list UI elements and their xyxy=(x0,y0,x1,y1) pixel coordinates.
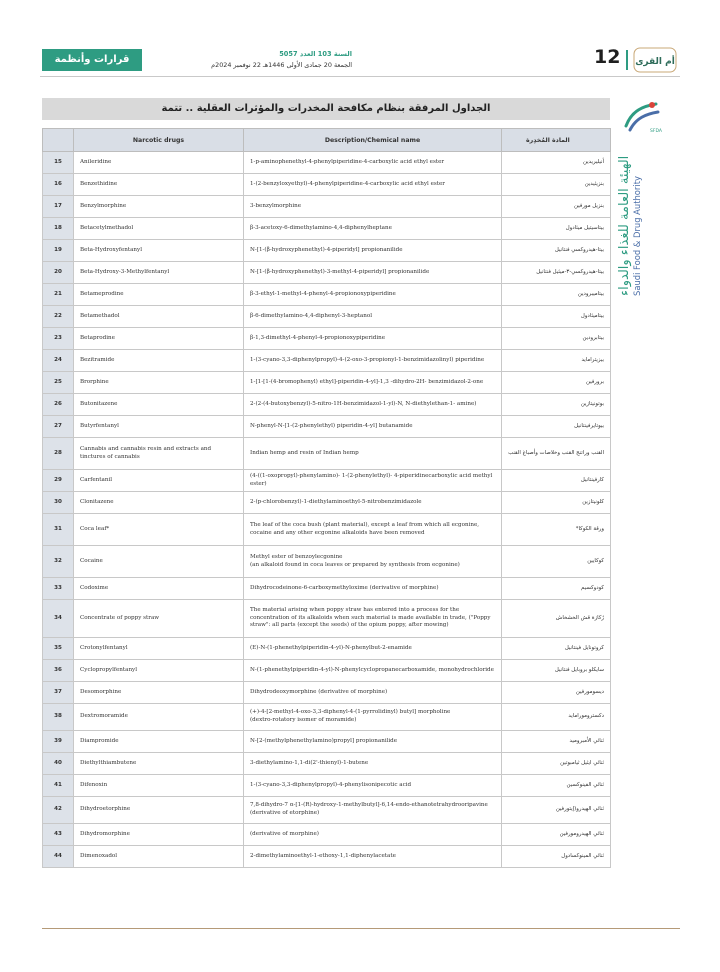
table-row xyxy=(43,775,611,797)
table-row xyxy=(43,416,611,438)
drug-description: 1-p-aminophenethyl-4-phenylpiperidine-4-carboxylic acid ethyl ester xyxy=(244,152,502,174)
row-number: 23 xyxy=(43,328,74,350)
row-number: 33 xyxy=(43,578,74,600)
header-separator xyxy=(626,50,628,70)
drug-name: Butonitazene xyxy=(74,394,244,416)
drug-arabic-name: كودوكسيم xyxy=(502,578,611,600)
row-number: 20 xyxy=(43,262,74,284)
drug-arabic-name: بيوتايرفينتانيل xyxy=(502,416,611,438)
drug-arabic-name: ثنائي الهيدرو(إيتورفين xyxy=(502,797,611,824)
drug-arabic-name: رُكازة قش الخشخاش xyxy=(502,600,611,638)
row-number: 19 xyxy=(43,240,74,262)
drug-arabic-name: ثنائي الفينوكسين xyxy=(502,775,611,797)
drug-name: Anileridine xyxy=(74,152,244,174)
drug-description: Methyl ester of benzoylecgonine (an alkaloid found in coca leaves or prepared by synthesis from ecgonine) xyxy=(244,546,502,578)
row-number: 34 xyxy=(43,600,74,638)
drug-description: 3-benzylmorphine xyxy=(244,196,502,218)
drug-description: N-phenyl-N-[1-(2-phenylethyl) piperidin-4-yl] butanamide xyxy=(244,416,502,438)
table-row xyxy=(43,394,611,416)
drug-arabic-name: بيتابرودين xyxy=(502,328,611,350)
drug-name: Beta-Hydroxyfentanyl xyxy=(74,240,244,262)
date-line: الجمعة 20 جمادى الأولى 1446هـ 22 نوفمبر 2024م xyxy=(211,61,352,69)
row-number: 29 xyxy=(43,470,74,492)
row-number: 21 xyxy=(43,284,74,306)
drug-name: Betaprodine xyxy=(74,328,244,350)
table-row xyxy=(43,174,611,196)
newspaper-logo xyxy=(633,47,677,73)
drug-name: Benzylmorphine xyxy=(74,196,244,218)
drug-arabic-name: بيتا-هيدروكسي فنتانيل xyxy=(502,240,611,262)
drug-name: Dihydroetorphine xyxy=(74,797,244,824)
drug-description: β-1,3-dimethyl-4-phenyl-4-propionoxypiperidine xyxy=(244,328,502,350)
drug-description: β-6-dimethylamino-4,4-diphenyl-3-heptanol xyxy=(244,306,502,328)
drug-arabic-name: ديسومورفين xyxy=(502,682,611,704)
drug-name: Codoxime xyxy=(74,578,244,600)
drug-name: Brorphine xyxy=(74,372,244,394)
row-number: 40 xyxy=(43,753,74,775)
drug-description: (derivative of morphine) xyxy=(244,824,502,846)
drug-name: Cannabis and cannabis resin and extracts and tinctures of cannabis xyxy=(74,438,244,470)
drug-description: N-[1-(β-hydroxyphenethyl)-3-methyl-4-piperidyl] propionanilide xyxy=(244,262,502,284)
narcotics-table xyxy=(42,128,611,868)
drug-name: Coca leaf* xyxy=(74,514,244,546)
drug-name: Betameprodine xyxy=(74,284,244,306)
drug-description: 1-(3-cyano-3,3-diphenylpropyl)-4-(2-oxo-3-propionyl-1-benzimidazolinyl) piperidine xyxy=(244,350,502,372)
table-row xyxy=(43,218,611,240)
row-number: 44 xyxy=(43,846,74,868)
table-row xyxy=(43,470,611,492)
table-row xyxy=(43,824,611,846)
row-number: 18 xyxy=(43,218,74,240)
drug-arabic-name: بنزيثيدين xyxy=(502,174,611,196)
drug-arabic-name: ورقة الكوكا* xyxy=(502,514,611,546)
drug-arabic-name: كروتونايل فينتانيل xyxy=(502,638,611,660)
drug-arabic-name: دكسترومورامايد xyxy=(502,704,611,731)
drug-arabic-name: ثنائي المينوكسادول xyxy=(502,846,611,868)
drug-arabic-name: بنزيل مورفين xyxy=(502,196,611,218)
drug-arabic-name: بوتونيتازين xyxy=(502,394,611,416)
drug-name: Diampromide xyxy=(74,731,244,753)
row-number: 27 xyxy=(43,416,74,438)
section-badge: قرارات وأنظمة xyxy=(42,49,142,71)
drug-description: N-[2-(methylphenethylamino)propyl] propionanilide xyxy=(244,731,502,753)
sfda-logo xyxy=(617,100,690,296)
row-number: 39 xyxy=(43,731,74,753)
drug-description: (E)-N-(1-phenethylpiperidin-4-yl)-N-phenylbut-2-enamide xyxy=(244,638,502,660)
drug-name: Carfentanil xyxy=(74,470,244,492)
row-number: 28 xyxy=(43,438,74,470)
table-row xyxy=(43,306,611,328)
drug-description: N-(1-phenethylpiperidin-4-yl)-N-phenylcyclopropanecarboxamide, monohydrochloride xyxy=(244,660,502,682)
drug-name: Betamethadol xyxy=(74,306,244,328)
drug-description: (+)-4-[2-methyl-4-oxo-3,3-diphenyl-4-(1-pyrrolidinyl) butyl] morpholine (dextro-rotatory isomer of moramide) xyxy=(244,704,502,731)
drug-name: Dextromoramide xyxy=(74,704,244,731)
table-row xyxy=(43,846,611,868)
drug-description: 7,8-dihydro-7 α-[1-(R)-hydroxy-1-methylbutyl]-6,14-endo-ethanotetrahydrooripavine (derivative of etorphine) xyxy=(244,797,502,824)
table-row xyxy=(43,284,611,306)
footer-rule xyxy=(42,928,680,929)
drug-name: Dihydromorphine xyxy=(74,824,244,846)
row-number: 35 xyxy=(43,638,74,660)
table-row xyxy=(43,328,611,350)
sfda-abbrev: SFDA xyxy=(650,129,662,134)
newspaper-logo-text: أم القرى xyxy=(635,57,675,67)
drug-name: Desomorphine xyxy=(74,682,244,704)
drug-arabic-name: ثنائي الهيدرومورفين xyxy=(502,824,611,846)
drug-arabic-name: بيتاميثادول xyxy=(502,306,611,328)
table-row xyxy=(43,438,611,470)
drug-name: Bezitramide xyxy=(74,350,244,372)
page-number: 12 xyxy=(594,46,621,68)
table-row xyxy=(43,660,611,682)
row-number: 32 xyxy=(43,546,74,578)
authority-arabic-name: الهيئة العامة للغذاء والدواء xyxy=(617,155,632,296)
table-row xyxy=(43,514,611,546)
drug-description: 2-(2-(4-butoxybenzyl)-5-nitro-1H-benzimidazol-1-yl)-N, N-diethylethan-1- amine) xyxy=(244,394,502,416)
drug-name: Betacetylmethadol xyxy=(74,218,244,240)
table-row xyxy=(43,731,611,753)
drug-description: β-3-ethyl-1-methyl-4-phenyl-4-propionoxypiperidine xyxy=(244,284,502,306)
page-title: الجداول المرفقة بنظام مكافحة المخدرات والمؤثرات العقلية .. تتمة xyxy=(42,98,610,120)
drug-description: (4-((1-oxopropyl)-phenylamino)- 1-(2-phenylethyl)- 4-piperidinecarboxylic acid methyl ester) xyxy=(244,470,502,492)
row-number: 38 xyxy=(43,704,74,731)
drug-name: Diethylthiambutene xyxy=(74,753,244,775)
drug-name: Benzethidine xyxy=(74,174,244,196)
drug-arabic-name: بيتاميبرودين xyxy=(502,284,611,306)
row-number: 41 xyxy=(43,775,74,797)
row-number: 24 xyxy=(43,350,74,372)
table-row xyxy=(43,350,611,372)
table-header-row xyxy=(43,129,611,152)
header-drug: Narcotic drugs xyxy=(74,129,244,152)
drug-description: Dihydrocodeinone-6-carboxymethyloxime (derivative of morphine) xyxy=(244,578,502,600)
row-number: 17 xyxy=(43,196,74,218)
drug-name: Crotonylfentanyl xyxy=(74,638,244,660)
drug-description: β-3-acetoxy-6-dimethylamino-4,4-diphenylheptane xyxy=(244,218,502,240)
drug-description: Dihydrodeoxymorphine (derivative of morphine) xyxy=(244,682,502,704)
drug-arabic-name: بيتا-هيدروكسي-٣-ميثيل فنتانيل xyxy=(502,262,611,284)
row-number: 42 xyxy=(43,797,74,824)
header-number xyxy=(43,129,74,152)
issue-line: السنة 103 العدد 5057 xyxy=(279,50,352,58)
drug-name: Difenoxin xyxy=(74,775,244,797)
row-number: 26 xyxy=(43,394,74,416)
row-number: 16 xyxy=(43,174,74,196)
authority-name-vertical xyxy=(614,140,644,300)
table-row xyxy=(43,196,611,218)
table-row xyxy=(43,262,611,284)
drug-name: Clonitazene xyxy=(74,492,244,514)
drug-arabic-name: كارفينتانيل xyxy=(502,470,611,492)
table-row xyxy=(43,638,611,660)
table-row xyxy=(43,152,611,174)
table-row xyxy=(43,240,611,262)
row-number: 15 xyxy=(43,152,74,174)
drug-description: 3-diethylamino-1,1-di(2'-thienyl)-1-butene xyxy=(244,753,502,775)
drug-arabic-name: ثنائي الأمبروميد xyxy=(502,731,611,753)
table-row xyxy=(43,797,611,824)
row-number: 30 xyxy=(43,492,74,514)
drug-arabic-name: بيتاسيتيل ميثادول xyxy=(502,218,611,240)
header-description: Description/Chemical name xyxy=(244,129,502,152)
drug-arabic-name: ثنائي ايثيل ثيامبوتين xyxy=(502,753,611,775)
table-row xyxy=(43,546,611,578)
table-row xyxy=(43,600,611,638)
drug-name: Butyrfentanyl xyxy=(74,416,244,438)
drug-name: Dimenoxadol xyxy=(74,846,244,868)
table-row xyxy=(43,682,611,704)
header-rule xyxy=(40,76,680,77)
drug-description: 2-dimethylaminoethyl-1-ethoxy-1,1-diphenylacetate xyxy=(244,846,502,868)
table-row xyxy=(43,372,611,394)
row-number: 25 xyxy=(43,372,74,394)
drug-description: The material arising when poppy straw has entered into a process for the concentration of its alkaloids when such material is made available in trade, ("Poppy straw": all parts (except the seeds) of the opium poppy, after mowing) xyxy=(244,600,502,638)
drug-arabic-name: أنيليريدين xyxy=(502,152,611,174)
row-number: 43 xyxy=(43,824,74,846)
drug-description: 2-(p-chlorobenzyl)-1-diethylaminoethyl-5-nitrobenzimidazole xyxy=(244,492,502,514)
drug-arabic-name: سايكلو بروبايل فنتانيل xyxy=(502,660,611,682)
drug-arabic-name: القنب وراتنج القنب وخلاصات وأصباغ القنب xyxy=(502,438,611,470)
drug-arabic-name: كلونيتازين xyxy=(502,492,611,514)
drug-description: 1-(3-cyano-3,3-diphenylpropyl)-4-phenylisonipecotic acid xyxy=(244,775,502,797)
table-row xyxy=(43,578,611,600)
drug-arabic-name: برورفين xyxy=(502,372,611,394)
drug-name: Beta-Hydroxy-3-Methylfentanyl xyxy=(74,262,244,284)
drug-name: Cyclopropylfentanyl xyxy=(74,660,244,682)
table-row xyxy=(43,492,611,514)
drug-description: Indian hemp and resin of Indian hemp xyxy=(244,438,502,470)
sfda-emblem-icon xyxy=(622,100,662,134)
row-number: 22 xyxy=(43,306,74,328)
drug-description: N-[1-(β-hydroxyphenethyl)-4-piperidyl] propionanilide xyxy=(244,240,502,262)
table-row xyxy=(43,753,611,775)
drug-arabic-name: كوكايين xyxy=(502,546,611,578)
drug-name: Cocaine xyxy=(74,546,244,578)
page-header xyxy=(40,44,680,76)
drug-arabic-name: بيزيترامايد xyxy=(502,350,611,372)
drug-description: 1-[1-[1-(4-bromophenyl) ethyl]-piperidin-4-yl]-1,3 -dihydro-2H- benzimidazol-2-one xyxy=(244,372,502,394)
drug-description: The leaf of the coca bush (plant material), except a leaf from which all ecgonine, cocaine and any other ecgonine alkaloids have been removed xyxy=(244,514,502,546)
table-body xyxy=(43,152,611,868)
drug-description: 1-(2-benzyloxyethyl)-4-phenylpiperidine-4-carboxylic acid ethyl ester xyxy=(244,174,502,196)
row-number: 37 xyxy=(43,682,74,704)
authority-english-name: Saudi Food & Drug Authority xyxy=(632,176,642,296)
row-number: 36 xyxy=(43,660,74,682)
header-arabic: المادة المُخدِرة xyxy=(502,129,611,152)
table-row xyxy=(43,704,611,731)
row-number: 31 xyxy=(43,514,74,546)
drug-name: Concentrate of poppy straw xyxy=(74,600,244,638)
